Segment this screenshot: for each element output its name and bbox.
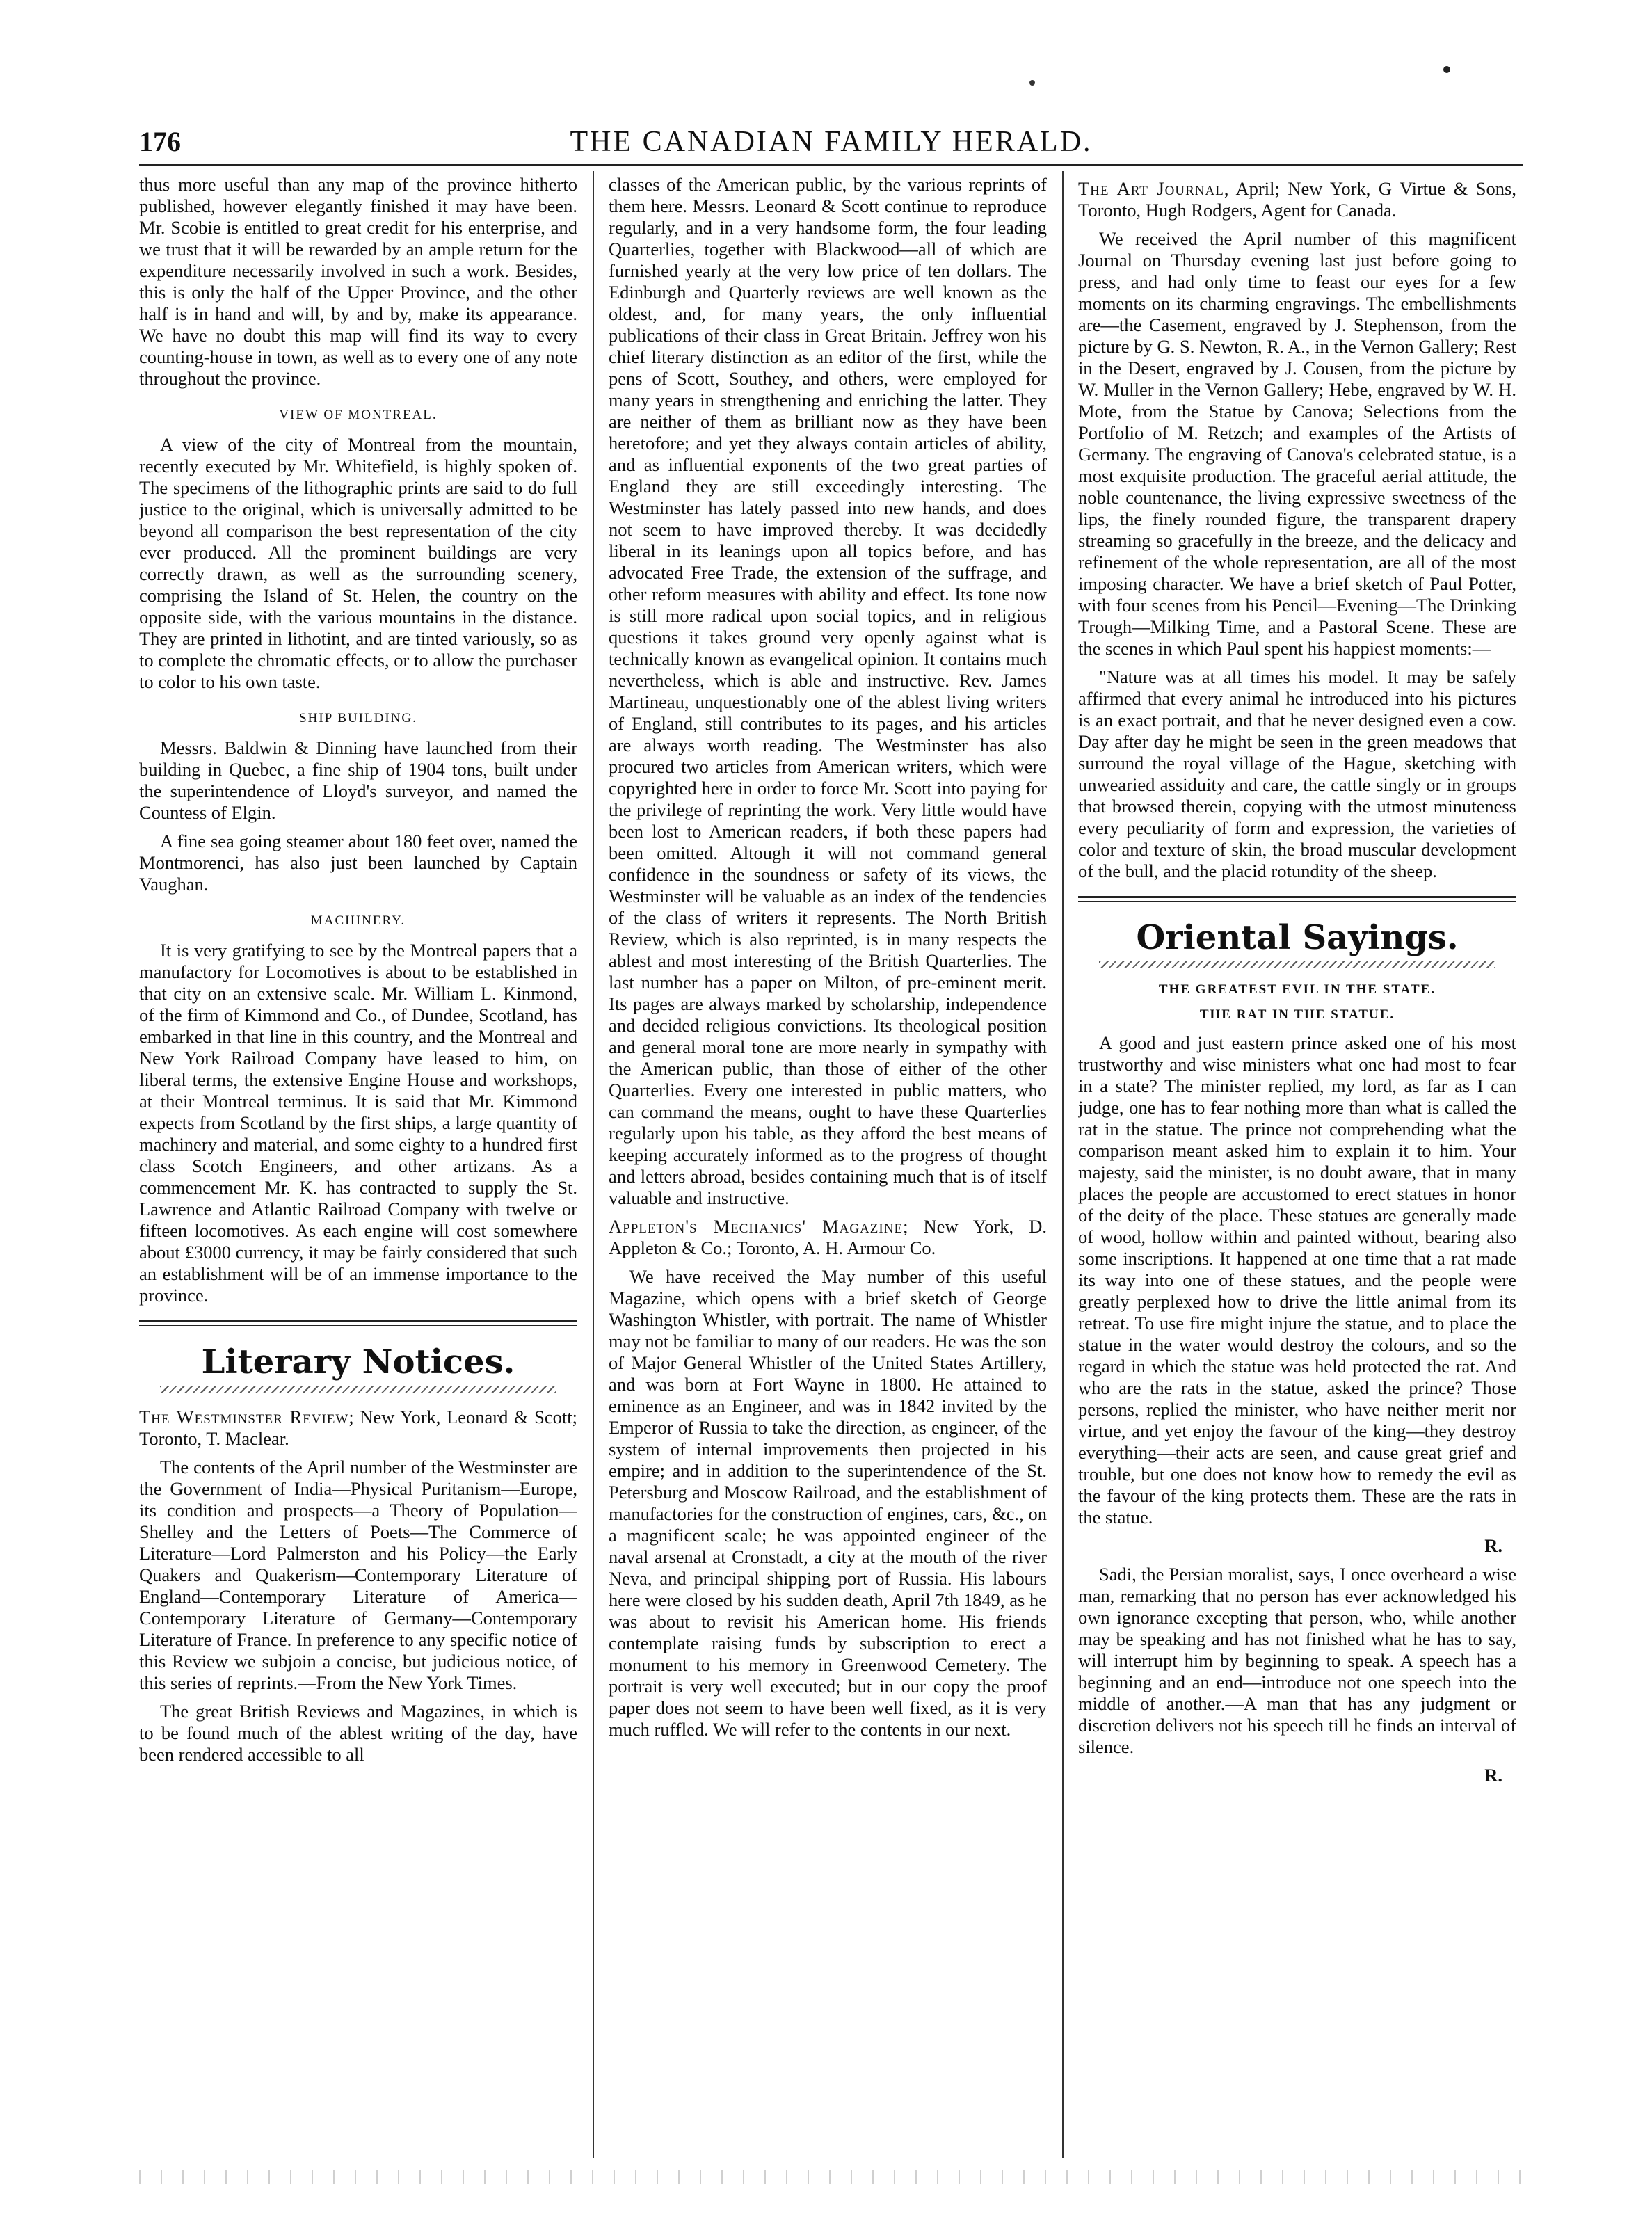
- subhead-view-of-montreal: VIEW OF MONTREAL.: [279, 408, 438, 422]
- page-header: [139, 125, 1523, 160]
- paragraph-sadi: Sadi, the Persian moralist, says, I once overheard a wise man, remarking that no person has ever acknowledged his own ignorance excepting that person, who, while another may be speaking and has not finished what he has to say, will interrupt him by beginning to speak. A speech has a beginning and an end—introduce not one speech into the middle of another.—A man that has any judgment or discretion delivers not his speech till he finds an interval of silence.: [1078, 1564, 1516, 1757]
- subhead-ship-building: SHIP BUILDING.: [299, 711, 417, 726]
- paragraph-rat-in-statue: A good and just eastern prince asked one of his most trustworthy and wise ministers what one had most to fear in a state? The minister replied, my lord, as far as I can judge, one has to fear nothing more than what is called the rat in the statue. The prince not comprehending what the comparison meant asked him to explain it to him. Your majesty, said the minister, is no doubt aware, that in many places the people are accustomed to erect statues in honor of the deity of the place. These statues are generally made of wood, hollow within and painted without, bearing also some inscriptions. It happened at one time that a rat made its way into one of these statues, and the people were greatly perplexed how to drive the little animal from its retreat. To use fire might injure the statue, and to place the statue in the water would destroy the colours, and so the regard in which the statue was held protected the rat. And who are the rats in the statue, asked the prince? Those persons, replied the minister, who have neither merit nor virtue, and yet enjoy the favour of the king—they destroy everything—their acts are seen, and cause great grief and trouble, but one does not know how to remedy the evil as the favour of the king protects them. These are the rats in the statue.: [1078, 1032, 1516, 1528]
- signature: R.: [1484, 1765, 1502, 1786]
- publication-name: Appleton's Mechanics' Magazine: [609, 1216, 904, 1237]
- subhead-machinery: MACHINERY.: [310, 913, 406, 928]
- column-rule: [593, 171, 594, 2158]
- section-title-oriental-sayings: Oriental Sayings.: [1136, 918, 1459, 957]
- review-heading-westminster: [139, 1407, 577, 1450]
- ink-speck: [1443, 66, 1450, 73]
- bottom-noise: [139, 2170, 1523, 2184]
- paragraph-map-continued: thus more useful than any map of the province hitherto published, however elegantly finished it may have been. Mr. Scobie is entitled to great credit for his enterprise, and we trust that it will be rewarded by an ample return for the expenditure necessarily involved in such a work. Besides, this is only the half of the Upper Province, and the other half is in hand and will, by and by, make its appearance. We have no doubt this map will find its way to every counting-house in town, as well as to every one of any note throughout the province.: [139, 174, 577, 389]
- signature: R.: [1484, 1535, 1502, 1556]
- running-head: THE CANADIAN FAMILY HERALD.: [570, 126, 1093, 158]
- publication-details: ; New York, Leonard & Scott; Toronto, T. Maclear.: [139, 1407, 577, 1449]
- page-number: 176: [139, 126, 181, 157]
- publication-name: The Westminster Review: [139, 1407, 349, 1427]
- paragraph-ship-1: Messrs. Baldwin & Dinning have launched from their building in Quebec, a fine ship of 1904 tons, built under the superintendence of Lloyd's surveyor, and named the Countess of Elgin.: [139, 737, 577, 823]
- header-rule: [139, 164, 1523, 166]
- paragraph-westminster-contents: The contents of the April number of the Westminster are the Government of India—Physical Puritanism—Europe, its condition and prospects—a Theory of Population—Shelley and the Letters of Poets—The Commerce of Literature—Lord Palmerston and his Policy—the Early Quakers and Quakerism—Contemporary Literature of England—Contemporary Literature of America—Contemporary Literature of Germany—Contemporary Literature of France. In preference to any specific notice of this Review we subjoin a concise, but judicious notice, of this series of reprints.—From the New York Times.: [139, 1457, 577, 1693]
- paragraph-montreal: A view of the city of Montreal from the mountain, recently executed by Mr. Whitefield, is highly spoken of. The specimens of the lithographic prints are said to do full justice to the original, which is universally admitted to be beyond all comparison the best representation of the city ever produced. All the prominent buildings are very correctly drawn, as well as the surrounding scenery, comprising the Island of St. Helen, the country on the opposite side, with the various mountains in the distance. They are printed in lithotint, and are tinted variously, so as to complete the chromatic effects, or to allow the purchaser to color to his own taste.: [139, 434, 577, 692]
- review-heading-appleton: [609, 1216, 1047, 1259]
- subhead-rat-in-statue: THE RAT IN THE STATUE.: [1199, 1007, 1395, 1022]
- review-heading-art-journal: [1078, 178, 1516, 221]
- publication-details: , April; New York, G Virtue & Sons, Toronto, Hugh Rodgers, Agent for Canada.: [1078, 178, 1516, 221]
- publication-details: ; New York, D. Appleton & Co.; Toronto, A. H. Armour Co.: [609, 1216, 1047, 1258]
- paragraph-art-journal: We received the April number of this magnificent Journal on Thursday evening last just before going to press, and had only time to feast our eyes for a few moments on its charming engravings. The embellishments are—the Casement, engraved by J. Stephenson, from the picture by G. S. Newton, R. A., in the Vernon Gallery; Rest in the Desert, engraved by J. Cousen, from the picture by W. Muller in the Vernon Gallery; Hebe, engraved by W. H. Mote, from the Statue by Canova; Selections from the Portfolio of M. Retzch; and examples of the Artists of Germany. The engraving of Canova's celebrated statue, is a most exquisite production. The graceful aerial attitude, the noble countenance, the living expressive sweetness of the lips, the finely rounded figure, the transparent drapery streaming so gracefully in the breeze, and the delicacy and refinement of the whole representation, are all of the most imposing character. We have a brief sketch of Paul Potter, with four scenes from his Pencil—Evening—The Drinking Trough—Milking Time, and a Pastoral Scene. These are the scenes in which Paul spent his happiest moments:—: [1078, 228, 1516, 659]
- paragraph-british-reviews: The great British Reviews and Magazines, in which is to be found much of the ablest writing of the day, have been rendered accessible to all: [139, 1701, 577, 1765]
- section-divider: [1078, 896, 1516, 902]
- paragraph-ship-2: A fine sea going steamer about 180 feet over, named the Montmorenci, has also just been launched by Captain Vaughan.: [139, 831, 577, 895]
- column-rule: [1062, 171, 1064, 2158]
- paragraph-paul-potter-quote: "Nature was at all times his model. It may be safely affirmed that every animal he introduced into his pictures is an exact portrait, and that he never designed even a cow. Day after day he might be seen in the green meadows that surround the royal village of the Hague, sketching with unwearied assiduity and care, the cattle singly or in groups that browsed therein, copying with the utmost minuteness every peculiarity of form and expression, the varieties of color and texture of skin, the broad muscular development of the bull, and the placid rotundity of the sheep.: [1078, 666, 1516, 881]
- column-1: [139, 174, 577, 2158]
- ink-speck: [1029, 80, 1035, 86]
- ornamental-rule: [1099, 961, 1495, 968]
- paragraph-reprints: classes of the American public, by the various reprints of them here. Messrs. Leonard & Scott continue to reproduce regularly, and in a very handsome form, the four leading Quarterlies, together with Blackwood—all of which are furnished yearly at the very low price of ten dollars. The Edinburgh and Quarterly reviews are well known as the oldest, and, for many years, the only influential publications of their class in Great Britain. Jeffrey won his chief literary distinction as an editor of the first, while the pens of Scott, Southey, and others, were employed for many years in strengthening and enriching the latter. They are neither of them as brilliant now as they have been heretofore; and yet they always contain articles of ability, and as influential exponents of the two great parties of England they are still exceedingly interesting. The Westminster has lately passed into new hands, and does not seem to have improved thereby. It was decidedly liberal in its leanings upon all topics before, and has advocated Free Trade, the extension of the suffrage, and other reform measures with ability and effect. Its tone now is still more radical upon social topics, and in religious questions it takes ground very openly against what is technically known as evangelical opinion. It contains much nevertheless, which is able and instructive. Rev. James Martineau, unquestionably one of the ablest living writers of England, still contributes to its pages, and his articles are always worth reading. The Westminster has also procured two articles from American writers, which were copyrighted here in order to force Mr. Scott into paying for the privilege of reprinting the work. Very little would have been lost to American readers, if both these papers had been omitted. Altough it will not command general confidence in the soundness or safety of its views, the Westminster will be valuable as an index of the tendencies of the class of writers it represents. The North British Review, which is also reprinted, is in many respects the ablest and most interesting of the British Quarterlies. The last number has a paper on Milton, of pre-eminent merit. Its pages are always marked by scholarship, independence and decided religious convictions. Its theological position and general moral tone are more nearly in sympathy with the American public, than those of either of the other Quarterlies. Every one interested in public matters, who can command the means, ought to have these Quarterlies regularly upon his table, as they afford the best means of keeping accurately informed as to the progress of thought and letters abroad, besides containing much that is of itself valuable and instructive.: [609, 174, 1047, 1208]
- column-3: [1078, 174, 1516, 2158]
- section-divider: [139, 1320, 577, 1326]
- ornamental-rule: [160, 1386, 556, 1393]
- subhead-greatest-evil: THE GREATEST EVIL IN THE STATE.: [1158, 982, 1436, 997]
- column-2: [609, 174, 1047, 2158]
- publication-name: The Art Journal: [1078, 178, 1224, 199]
- paragraph-whistler: We have received the May number of this useful Magazine, which opens with a brief sketch of George Washington Whistler, with portrait. The name of Whistler may not be familiar to many of our readers. He was the son of Major General Whistler of the United States Artillery, and was born at Fort Wayne in 1800. He attained to eminence as an Engineer, and was in 1842 invited by the Emperor of Russia to take the direction, as engineer, of the system of internal improvements then projected in his empire; and in addition to the superintendence of the St. Petersburg and Moscow Railroad, and the establishment of manufactories for the construction of engines, cars, &c., on a magnificent scale; he was appointed engineer of the naval arsenal at Cronstadt, a city at the mouth of the river Neva, and principal shipping port of Russia. His labours here were closed by his sudden death, April 7th 1849, as he was about to revisit his American home. His friends contemplate raising funds by subscription to erect a monument to his memory in Greenwood Cemetery. The portrait is very well executed; but in our copy the proof paper does not seem to have been well fixed, as it is very much ruffled. We will refer to the contents in our next.: [609, 1266, 1047, 1740]
- section-title-literary-notices: Literary Notices.: [201, 1343, 515, 1381]
- paragraph-machinery: It is very gratifying to see by the Montreal papers that a manufactory for Locomotives is about to be established in that city on an extensive scale. Mr. William L. Kinmond, of the firm of Kimmond and Co., of Dundee, Scotland, has embarked in that line in this country, and the Montreal and New York Railroad Company have leased to him, on liberal terms, the extensive Engine House and workshops, at their Montreal terminus. It is said that Mr. Kimmond expects from Scotland by the first ships, a large quantity of machinery and material, and some eighty to a hundred first class Scotch Engineers, and other artizans. As a commencement Mr. K. has contracted to supply the St. Lawrence and Atlantic Railroad Company with twelve or fifteen locomotives. As each engine will cost somewhere about £3000 currency, it may be fairly considered that such an establishment will be of an immense importance to the province.: [139, 940, 577, 1306]
